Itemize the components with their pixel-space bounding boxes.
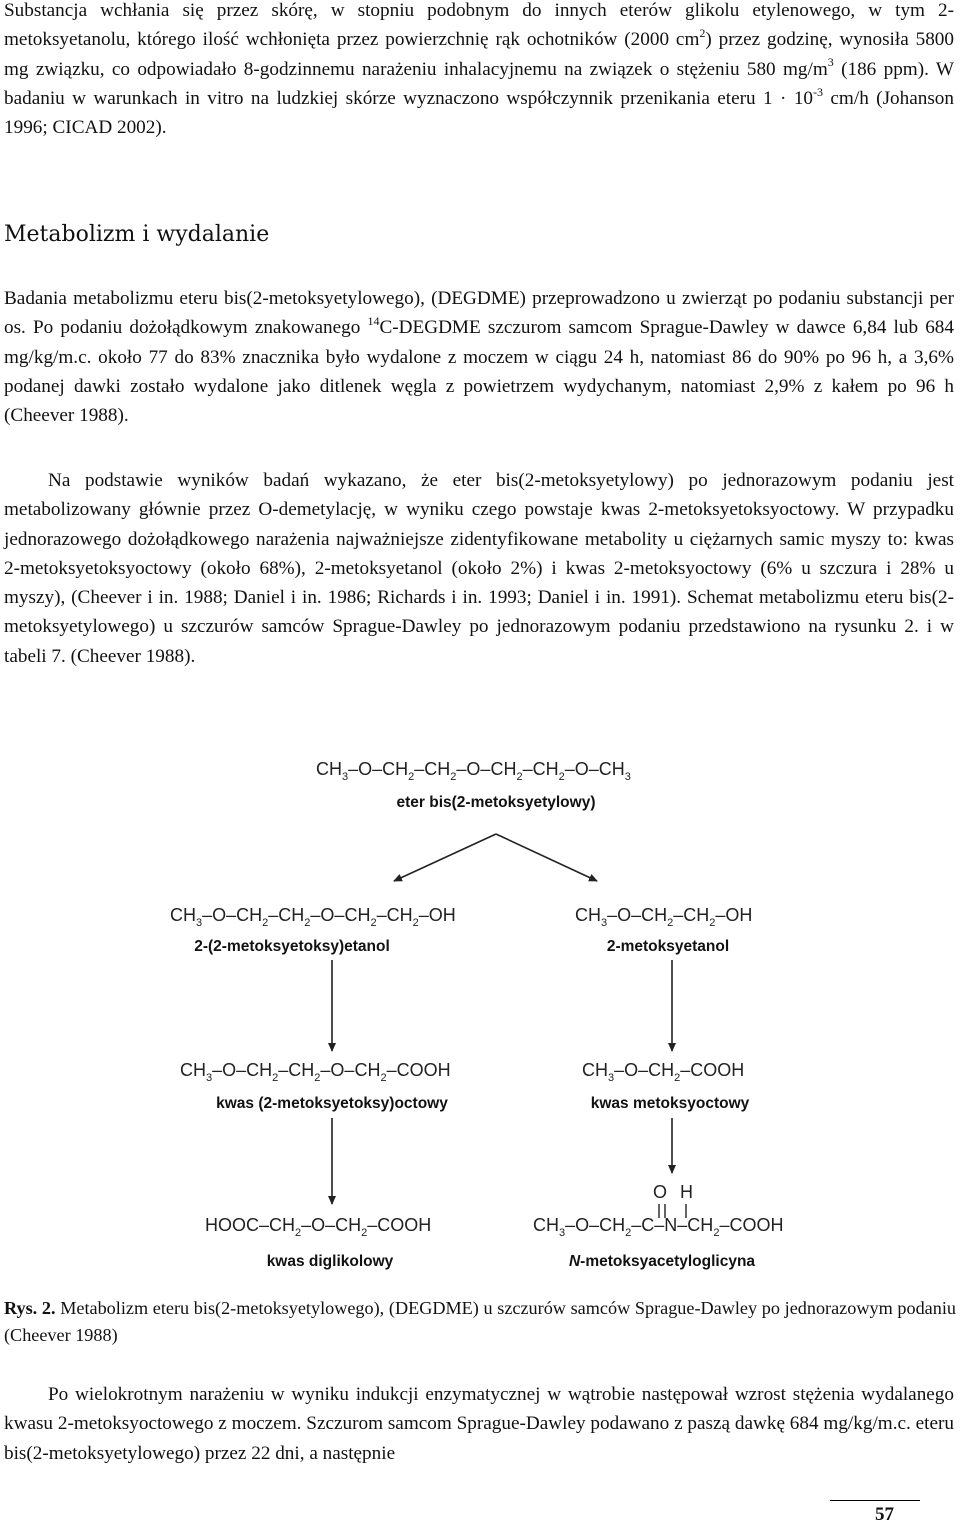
paragraph-metabolism-study: Badania metabolizmu eteru bis(2-metoksyetylowego), (DEGDME) przeprowadzono u zwierząt po podaniu substancji per os. Po podaniu dożołądkowym znakowanego $^{14}$C-DEGDME szczurom samcom Sprague-Dawley w dawce 6,84 lub 684 mg/kg/m.c. około 77 do 83% znacznika było wydalone z moczem w ciągu 24 h, natomiast 86 do 90% po 96 h, a 3,6% podanej dawki zostało wydalone jako ditlenek węgla z powietrzem wydychanym, natomiast 2,9% z kałem po 96 h (Cheever 1988). <box>4 288 954 427</box>
page-number-rule <box>830 1500 920 1501</box>
paragraph-repeated-exposure: Po wielokrotnym narażeniu w wyniku indukcji enzymatycznej w wątrobie następował wzrost stężenia wydalanego kwasu 2-metoksyoctowego z moczem. Szczurom samcom Sprague-Dawley podawano z paszą dawkę 684 mg/kg/m.c. eteru bis(2-metoksyetylowego) przez 22 dni, a następnie <box>4 1384 954 1464</box>
formula-m3: $CH_3-O-CH_2-CH_2-O-CH_2$–COOH <box>180 1060 451 1084</box>
arrow-parent-to-m1 <box>394 834 496 881</box>
arrow-parent-to-m2 <box>496 834 597 881</box>
paragraph-metabolites: Na podstawie wyników badań wykazano, że eter bis(2-metoksyetylowy) po jednorazowym podaniu jest metabolizowany głównie przez O-demetylację, w wyniku czego powstaje kwas 2-metoksyetoksyoctowy. W przypadku jednorazowego dożołądkowego narażenia najważniejsze zidentyfikowane metabolity u ciężarnych samic myszy to: kwas 2-metoksyetoksyoctowy (około 68%), 2-metoksyetanol (około 2%) i kwas 2-metoksyoctowy (6% u szczura i 28% u myszy), (Cheever i in. 1988; Daniel i in. 1986; Richards i in. 1993; Daniel i in. 1991). Schemat metabolizmu eteru bis(2-metoksyetylowego) u szczurów samców Sprague-Dawley po jednorazowym podaniu przedstawiono na rysunku 2. i w tabeli 7. (Cheever 1988). <box>4 470 954 667</box>
formula-m6: $CH_3-O-CH_2-C-N-CH_2$–COOH <box>533 1215 784 1239</box>
label-m6: N-metoksyacetyloglicyna <box>568 1253 756 1270</box>
label-m3: kwas (2-metoksyetoksy)octowy <box>216 1095 448 1112</box>
figure-caption: Rys. 2. Metabolizm eteru bis(2-metoksyetylowego), (DEGDME) u szczurów samców Sprague-Dawley po jednorazowym podaniu (Cheever 1988) <box>4 1298 956 1345</box>
atom-hydrogen: H <box>680 1182 693 1202</box>
atom-oxygen: O <box>653 1182 668 1202</box>
page-number: 57 <box>875 1504 894 1525</box>
caption-prefix: Rys. 2. <box>4 1298 56 1318</box>
label-parent: eter bis(2-metoksyetylowy) <box>396 794 596 811</box>
formula-m4: $CH_3-O-CH_2$–COOH <box>582 1060 745 1084</box>
paragraph-skin-absorption: Substancja wchłania się przez skórę, w stopniu podobnym do innych eterów glikolu etylenowego, w tym 2-metoksyetanolu, którego ilość wchłonięta przez powierzchnię rąk ochotników (2000 $cm^2$) przez godzinę, wynosiła 5800 mg związku, co odpowiadało 8-godzinnemu narażeniu inhalacyjnemu na związek o stężeniu 580 $mg/m^3$ (186 ppm). W badaniu w warunkach in vitro na ludzkiej skórze wyznaczono współczynnik przenikania eteru $1 \cdot 10^{-3}$ cm/h (Johanson 1996; CICAD 2002). <box>4 0 954 139</box>
formula-parent: $CH_3-O-CH_2-CH_2-O-CH_2-CH_2-O-CH_3$ <box>316 759 631 783</box>
label-m5: kwas diglikolowy <box>266 1253 394 1270</box>
metabolism-scheme <box>0 748 960 1288</box>
section-heading: Metabolizm i wydalanie <box>4 222 270 247</box>
label-m2: 2-metoksyetanol <box>606 938 730 955</box>
formula-m2: $CH_3-O-CH_2-CH_2-OH$ <box>575 905 753 929</box>
label-m4: kwas metoksyoctowy <box>590 1095 750 1112</box>
formula-m5: HOOC–$CH_2-O-CH_2$–COOH <box>205 1215 432 1239</box>
label-m1: 2-(2-metoksyetoksy)etanol <box>194 938 390 955</box>
formula-m1: $CH_3-O-CH_2-CH_2-O-CH_2-CH_2-OH$ <box>170 905 456 929</box>
